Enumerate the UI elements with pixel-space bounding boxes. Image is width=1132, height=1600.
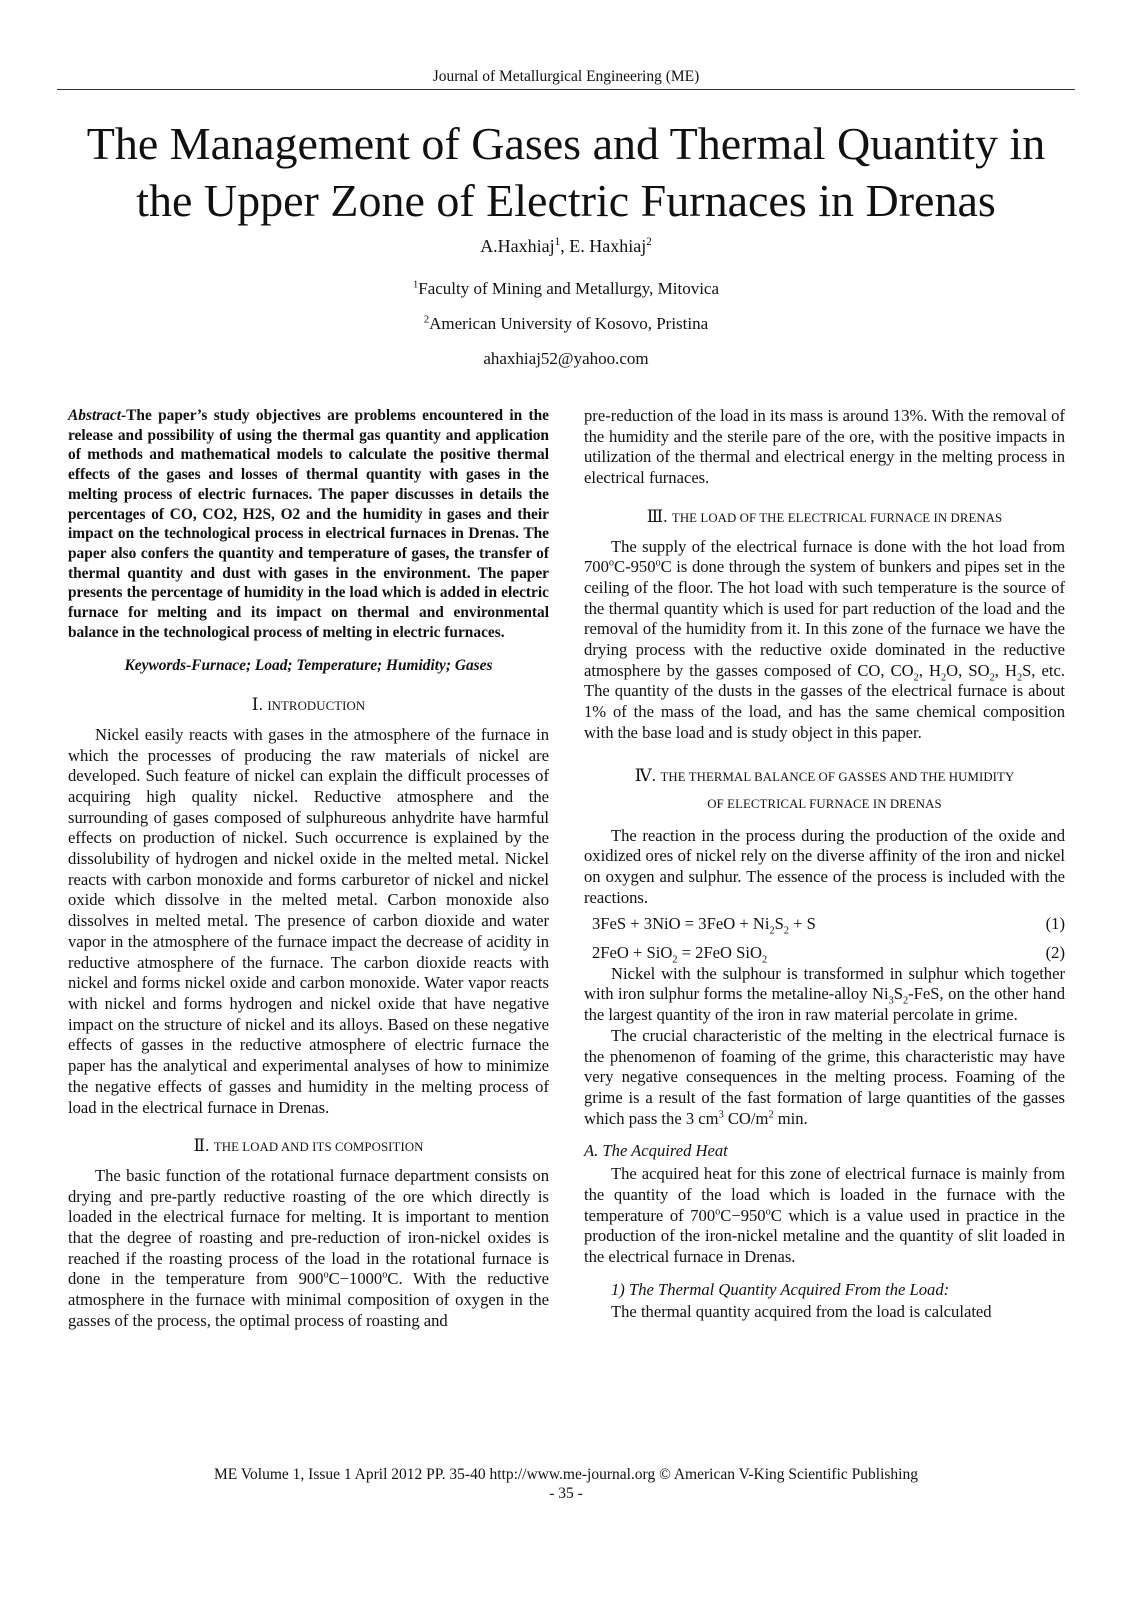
text-run: S, etc. The quantity of the dusts in the gasses of the electrical furnace is about 1% of the mass of the load, and has the same chemical composition with the base load and is study object in this paper. <box>584 660 1066 742</box>
keywords: Keywords-Furnace; Load; Temperature; Humidity; Gases <box>124 657 493 675</box>
text-run: Nickel with the sulphour is transformed in sulphur which together with iron sulphur forms the metaline-alloy Ni <box>584 963 1065 1004</box>
subscript: 2 <box>783 925 789 937</box>
abstract-label: Abstract <box>68 407 122 424</box>
author-2-sup: 2 <box>646 236 652 248</box>
text-run: C−950 <box>720 1205 766 1225</box>
text-run: S <box>774 914 784 934</box>
text-run: , H <box>994 660 1017 680</box>
equation-2 <box>584 943 1065 964</box>
text-run: The supply of the electrical furnace is done with the hot load from 700 <box>584 536 1065 577</box>
author-sep: , <box>560 236 570 256</box>
section-heading-load <box>68 1136 549 1158</box>
header-rule <box>57 89 1075 90</box>
subscript: 2 <box>672 954 678 966</box>
section-number: Ⅱ. <box>193 1136 214 1156</box>
page-footer <box>0 1465 1132 1503</box>
subscript: 3 <box>888 995 894 1007</box>
introduction-paragraph: Nickel easily reacts with gases in the atmosphere of the furnace in which the processes of producing the raw materials of nickel are developed. Such feature of nickel can explain the difficult processes of acquiring high quality nickel. Reductive atmosphere and the surrounding of gases composed of sulphureous anhydrite have harmful effects on production of nickel. Such occurrence is explained by the dissolubility of hydrogen and nickel oxide in the melted metal. Nickel reacts with carbon monoxide and forms carburetor of nickel and nickel oxide which dissolve in the melted metal. Carbon monoxide also dissolves in melted metal. The presence of carbon dioxide and water vapor in the atmosphere of the furnace impact the decrease of acidity in reductive atmosphere of the furnace. The carbon dioxide reacts with nickel and forms nickel oxide and carbon monoxide. Water vapor reacts with nickel and forms hydrogen and nickel oxide that have negative impact on the structure of nickel and its alloys. Based on these negative effects of gasses in the reductive atmosphere of electric furnace the paper has the analytical and experimental analyses of how to minimize the negative effects of gasses and humidity in the melting process of load in the electrical furnace in Drenas. <box>68 724 549 1117</box>
subsubsection-thermal-quantity: 1) The Thermal Quantity Acquired From the Load: <box>611 1279 950 1299</box>
subscript: 2 <box>989 672 995 684</box>
title-line-2: the Upper Zone of Electric Furnaces in Drenas <box>136 175 996 226</box>
text-run: S <box>893 984 903 1004</box>
text-run: + S <box>788 914 816 934</box>
abstract-text: -The paper’s study objectives are problems encountered in the release and possibility of using the thermal gas quantity and application of methods and mathematical models to calculate the positive thermal effects of the gases and losses of thermal quantity with gases in the melting process of electric furnaces. The paper discusses in details the percentages of CO, CO2, H2S, O2 and the humidity in gases and their impact on the technological process in electrical furnaces in Drenas. The paper also confers the quantity and temperature of gases, the transfer of thermal quantity and dust with gases in the environment. The paper presents the percentage of humidity in the load which is added in electric furnace for melting and its impact on thermal and environmental balance in the technological process of melting in electric furnaces. <box>68 407 549 641</box>
text-run: C-950 <box>614 557 656 577</box>
text-run: C is done through the system of bunkers and pipes set in the ceiling of the floor. The hot load with such temperature is the source of the thermal quantity which is used for part reduction of the load and the removal of the humidity from it. In this zone of the furnace we have the drying process with the reductive oxide dominated in the reductive atmosphere by the gasses composed of CO, CO <box>584 557 1065 680</box>
equation-body <box>592 943 767 964</box>
section-title: THE LOAD OF THE ELECTRICAL FURNACE IN DRENAS <box>671 510 1003 525</box>
text-run: The crucial characteristic of the melting in the electrical furnace is the phenomenon of foaming of the grime, this characteristic may have very negative consequences in the melting process. Foaming of the grime is a result of the fast formation of large quantities of the gasses which pass the 3 cm <box>584 1025 1065 1128</box>
author-1-sup: 1 <box>554 236 561 248</box>
author-2: E. Haxhiaj <box>569 236 647 256</box>
equation-number: (1) <box>1045 914 1065 934</box>
title-line-1: The Management of Gases and Thermal Quantity in <box>86 118 1046 169</box>
footer-citation: ME Volume 1, Issue 1 April 2012 PP. 35-40 http://www.me-journal.org © American V-King Scientific Publishing <box>214 1466 918 1483</box>
degree-sup: o <box>323 1269 329 1281</box>
sulphur-paragraph <box>584 964 1065 1026</box>
author-email[interactable]: ahaxhiaj52@yahoo.com <box>483 349 649 368</box>
section-title: INTRODUCTION <box>267 699 366 714</box>
subscript: 2 <box>1016 672 1023 684</box>
paper-title <box>40 115 1092 229</box>
text-run: O, SO <box>946 660 990 680</box>
text-run: The acquired heat for this zone of electrical furnace is mainly from the quantity of the load which is loaded in the furnace with the temperature of 700 <box>584 1164 1065 1225</box>
load-paragraph-continued: pre-reduction of the load in its mass is around 13%. With the removal of the humidity and the sterile pare of the ore, with the positive impacts in utilization of the thermal and electrical energy in the melting process in electrical furnaces. <box>584 406 1065 488</box>
text-run: The basic function of the rotational furnace department consists on drying and pre-partly reductive roasting of the ore which directly is loaded in the electrical furnace for melting. It is important to mention that the degree of roasting and pre-reduction of iron-nickel oxides is reached if the roasting process of the load in the rotational furnace is done in the temperature from 900 <box>68 1165 549 1289</box>
journal-header: Journal of Metallurgical Engineering (ME) <box>432 68 700 85</box>
affiliation-2-text: American University of Kosovo, Pristina <box>429 314 709 333</box>
text-run: C−1000 <box>328 1269 383 1289</box>
section-heading-introduction <box>68 695 549 717</box>
text-run: = 2FeO SiO <box>677 943 763 963</box>
degree-sup: o <box>608 557 615 569</box>
subscript: 2 <box>913 672 919 684</box>
text-run: , H <box>918 660 942 680</box>
equation-number: (2) <box>1045 943 1065 963</box>
text-run: min. <box>773 1108 808 1128</box>
affiliation-1-text: Faculty of Mining and Metallurgy, Mitovica <box>418 279 720 298</box>
furnace-load-paragraph <box>584 537 1065 744</box>
section-number: Ⅰ. <box>251 695 268 715</box>
text-run: 3FeS + 3NiO = 3FeO + Ni <box>592 914 770 934</box>
left-column <box>68 406 549 1332</box>
section-number: Ⅳ. <box>634 765 661 785</box>
thermal-quantity-paragraph: The thermal quantity acquired from the load is calculated <box>611 1302 992 1322</box>
affiliation-2 <box>0 314 1132 334</box>
acquired-heat-paragraph <box>584 1164 1065 1268</box>
affiliation-1-sup: 1 <box>412 279 419 291</box>
degree-sup: o <box>382 1269 388 1281</box>
section-heading-line-1 <box>584 762 1065 791</box>
text-run: 2FeO + SiO <box>592 943 673 963</box>
degree-sup: o <box>765 1205 771 1217</box>
section-number: Ⅲ. <box>646 506 672 526</box>
equation-1 <box>584 914 1065 935</box>
degree-sup: o <box>655 557 661 569</box>
subscript: 2 <box>941 672 947 684</box>
text-run: -FeS, on the other hand the largest quantity of the iron in raw material percolate in grime. <box>584 984 1065 1025</box>
text-run: C. With the reductive atmosphere in the furnace with minimal composition of oxygen in the gasses of the process, the optimal process of roasting and <box>68 1269 549 1330</box>
right-column <box>584 406 1065 1323</box>
text-run: C which is a value used in practice in the production of the iron-nickel metaline and the quantity of slit loaded in the electrical furnace in Drenas. <box>584 1205 1065 1266</box>
subscript: 2 <box>762 954 768 966</box>
thermal-balance-paragraph: The reaction in the process during the production of the oxide and oxidized ores of nickel rely on the diverse affinity of the iron and nickel on oxygen and sulphur. The essence of the process is included with the reactions. <box>584 825 1065 907</box>
authors <box>0 236 1132 257</box>
superscript: 3 <box>718 1109 724 1121</box>
section-title: THE LOAD AND ITS COMPOSITION <box>213 1140 424 1155</box>
section-heading-electrical-furnace-load <box>584 507 1065 529</box>
author-1: A.Haxhiaj <box>480 236 555 256</box>
equation-body <box>592 914 816 935</box>
subscript: 2 <box>903 995 909 1007</box>
superscript: 2 <box>768 1109 774 1121</box>
section-title-line-1: THE THERMAL BALANCE OF GASSES AND THE HUMIDITY <box>660 769 1015 784</box>
page-number: - 35 - <box>549 1485 583 1502</box>
load-paragraph <box>68 1166 549 1332</box>
affiliation-2-sup: 2 <box>423 314 430 326</box>
section-title-line-2: OF ELECTRICAL FURNACE IN DRENAS <box>707 796 942 811</box>
degree-sup: o <box>715 1205 721 1217</box>
section-heading-thermal-balance <box>584 762 1065 818</box>
foaming-paragraph <box>584 1026 1065 1130</box>
affiliation-1 <box>0 279 1132 299</box>
abstract <box>68 406 549 642</box>
subscript: 2 <box>769 925 775 937</box>
subsection-acquired-heat: A. The Acquired Heat <box>584 1141 728 1161</box>
text-run: CO/m <box>723 1108 769 1128</box>
